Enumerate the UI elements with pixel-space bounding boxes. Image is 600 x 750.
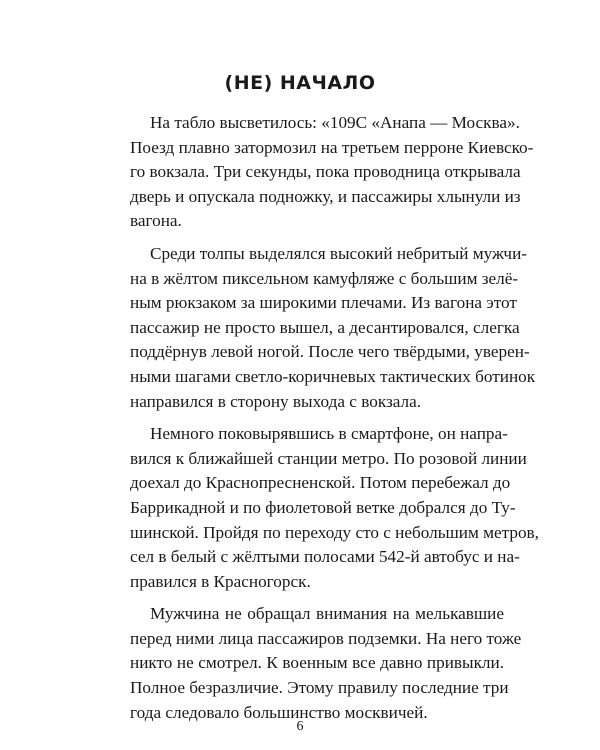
text-line: вагона. — [130, 211, 182, 231]
text-line: ным рюкзаком за широкими плечами. Из вагона этот — [130, 293, 517, 313]
text-line: го вокзала. Три секунды, пока проводница открывала — [130, 162, 521, 182]
paragraph-2 — [130, 242, 536, 414]
text-line: Мужчина не обращал внимания на мелькавшие — [150, 604, 504, 624]
text-line: перед ними лица пассажиров подземки. На него тоже — [130, 628, 522, 648]
text-line: вился к ближайшей станции метро. По розовой линии — [130, 448, 527, 468]
text-line: сел в белый с жёлтыми полосами 542-й автобус и на- — [130, 547, 520, 567]
text-line: пассажир не просто вышел, а десантировался, слегка — [130, 317, 520, 337]
text-line: доехал до Краснопресненской. Потом перебежал до — [130, 473, 511, 493]
text-line: дверь и опускала подножку, и пассажиры хлынули из — [130, 186, 521, 206]
text-line: Немного поковырявшись в смартфоне, он напра- — [150, 424, 508, 444]
text-line: года следовало большинство москвичей. — [130, 702, 428, 722]
paragraph-4 — [130, 602, 522, 725]
text-line: правился в Красногорск. — [130, 571, 311, 591]
text-line: На табло высветилось: «109С «Анапа — Москва». — [150, 113, 520, 132]
text-line: направился в сторону выхода с вокзала. — [130, 391, 422, 411]
text-body — [130, 111, 539, 733]
paragraph-1 — [130, 111, 534, 234]
page-number: 6 — [296, 719, 304, 734]
text-line: Полное безразличие. Этому правилу последние три — [130, 678, 509, 698]
text-line: на в жёлтом пиксельном камуфляже с большим зелё- — [130, 268, 519, 288]
text-line: шинской. Пройдя по переходу сто с небольшим метров, — [130, 522, 539, 542]
chapter-title: (НЕ) НАЧАЛО — [224, 72, 376, 94]
text-line: Поезд плавно затормозил на третьем перроне Киевско- — [130, 137, 534, 157]
text-line: ными шагами светло-коричневых тактических ботинок — [130, 366, 536, 386]
text-line: поддёрнув левой ногой. После чего твёрдыми, уверен- — [130, 342, 530, 362]
text-line: Баррикадной и по фиолетовой ветке добрался до Ту- — [130, 497, 516, 517]
paragraph-3 — [130, 422, 539, 594]
text-line: никто не смотрел. К военным все давно привыкли. — [130, 653, 504, 673]
text-line: Среди толпы выделялся высокий небритый мужчи- — [150, 243, 527, 263]
